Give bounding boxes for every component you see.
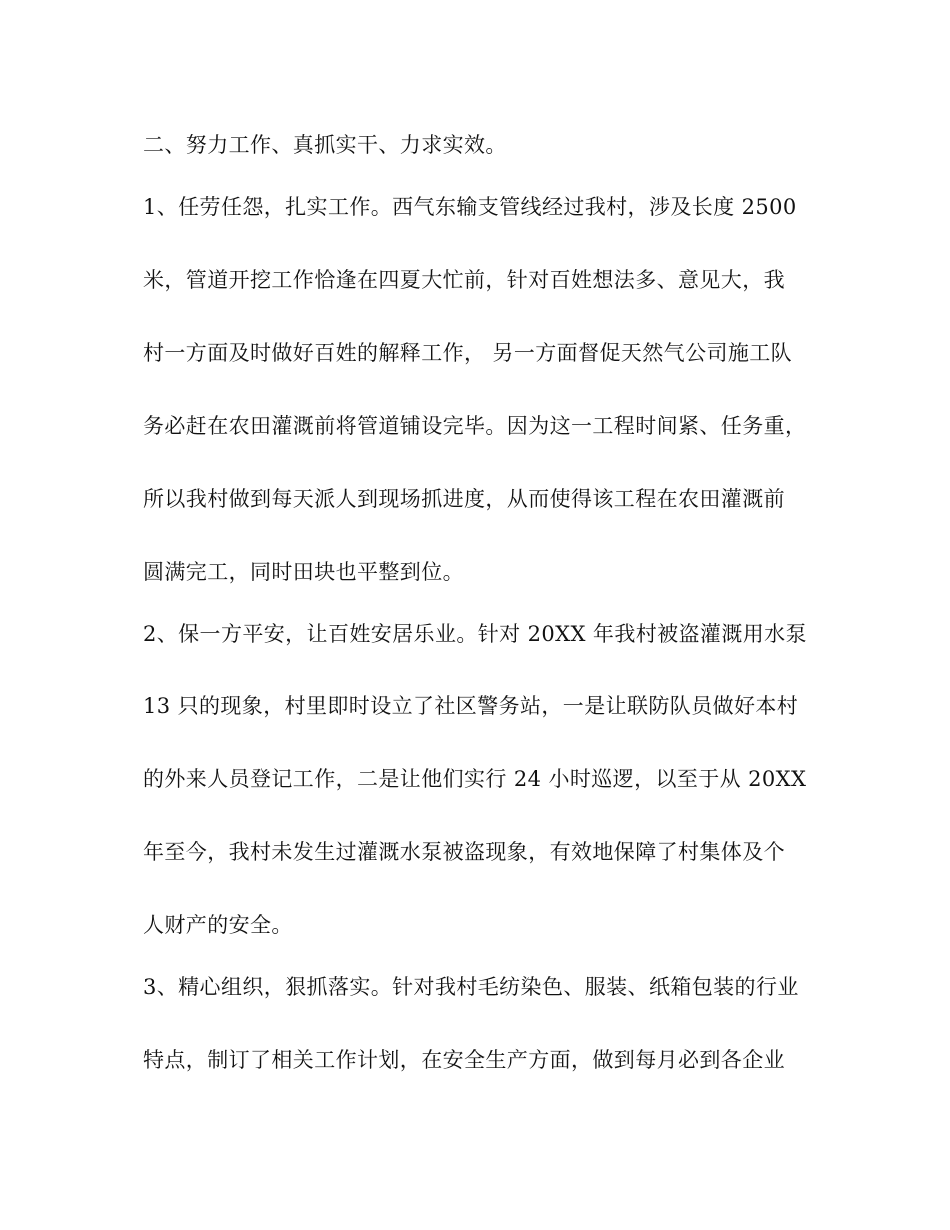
paragraph-line: 2、保一方平安，让百姓安居乐业。针对 20XX 年我村被盗灌溉用水泵 bbox=[143, 622, 807, 646]
paragraph-line: 人财产的安全。 bbox=[143, 913, 293, 937]
paragraph-line: 村一方面及时做好百姓的解释工作， 另一方面督促天然气公司施工队 bbox=[143, 341, 793, 365]
paragraph-line: 圆满完工，同时田块也平整到位。 bbox=[143, 560, 464, 584]
paragraph-line: 年至今，我村未发生过灌溉水泵被盗现象，有效地保障了村集体及个 bbox=[143, 840, 785, 864]
section-heading: 二、努力工作、真抓实干、力求实效。 bbox=[143, 133, 507, 157]
paragraph-line: 1、任劳任怨，扎实工作。西气东输支管线经过我村，涉及长度 2500 bbox=[143, 195, 797, 219]
paragraph-line: 3、精心组织，狠抓落实。针对我村毛纺染色、服装、纸箱包装的行业 bbox=[143, 975, 799, 999]
paragraph-line: 的外来人员登记工作，二是让他们实行 24 小时巡逻，以至于从 20XX bbox=[143, 767, 807, 791]
paragraph-line: 务必赶在农田灌溉前将管道铺设完毕。因为这一工程时间紧、任务重， bbox=[143, 414, 807, 438]
paragraph-line: 所以我村做到每天派人到现场抓进度，从而使得该工程在农田灌溉前 bbox=[143, 487, 785, 511]
paragraph-line: 米，管道开挖工作恰逢在四夏大忙前，针对百姓想法多、意见大，我 bbox=[143, 268, 785, 292]
paragraph-line: 13 只的现象，村里即时设立了社区警务站，一是让联防队员做好本村 bbox=[143, 694, 799, 718]
paragraph-line: 特点，制订了相关工作计划，在安全生产方面，做到每月必到各企业 bbox=[143, 1048, 785, 1072]
